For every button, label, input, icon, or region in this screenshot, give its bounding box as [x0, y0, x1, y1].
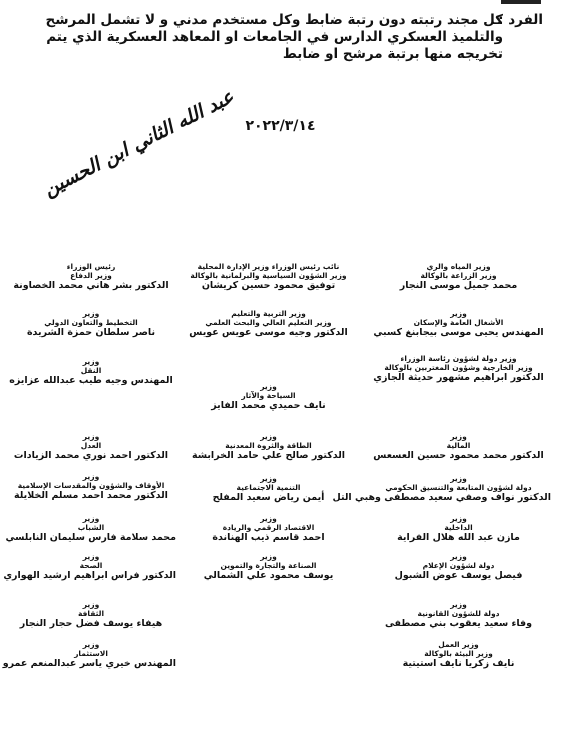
signatory-entry — [6, 262, 176, 292]
signatory-entry — [181, 514, 356, 544]
signatory-title: وزير الاقتصاد الرقمي والريادة — [222, 514, 315, 532]
signatory-entry — [366, 262, 551, 292]
signatory-entry — [181, 382, 356, 412]
signature-text: عبد الله الثاني ابن الحسين — [40, 85, 238, 201]
signatory-entry — [6, 514, 176, 544]
definition-text: كل مجند رتبته دون رتبة ضابط وكل مستخدم مدني و لا تشمل المرشح والتلميذ العسكري الدارس في الجامعات او المعاهد العسكرية الذي يتم تخريجه منها برتبة مرشح او ضابط — [45, 12, 503, 62]
signatory-name: الدكتور فراس ابراهيم ارشيد الهواري — [3, 570, 176, 581]
signatory-title: وزير المالية — [446, 432, 471, 450]
signatory-title: وزير الطاقة والثروة المعدنية — [225, 432, 312, 450]
signatory-entry — [181, 309, 356, 339]
signatory-name: نايف حميدي محمد الفايز — [211, 400, 326, 411]
signatory-entry — [366, 514, 551, 544]
signatory-name: ناصر سلطان حمزة الشريدة — [26, 327, 156, 338]
signatory-name: محمد سلامة فارس سليمان النابلسي — [5, 532, 176, 543]
signatory-entry — [366, 354, 551, 384]
signatory-title: وزير الأوقاف والشؤون والمقدسات الإسلامية — [17, 472, 165, 490]
signatory-title: وزير الثقافة — [77, 600, 105, 618]
signatory-entry — [6, 432, 176, 462]
definition-term: الفرد : — [498, 12, 543, 28]
signatory-name: الدكتور صالح علي حامد الخرابشة — [191, 450, 346, 461]
signatory-title: وزير الصناعة والتجارة والتموين — [220, 552, 317, 570]
signatory-name: محمد جميل موسى النجار — [399, 280, 518, 291]
signatory-title: رئيس الوزراء وزير الدفاع — [66, 262, 116, 280]
signatory-title: وزير دولة لشؤون الإعلام — [422, 552, 495, 570]
signatory-name: الدكتور وجيه موسى عويس عويس — [189, 327, 348, 338]
signatory-title: نائب رئيس الوزراء وزير الإدارة المحلية وزير الشؤون السياسية والبرلمانية بالوكالة — [190, 262, 347, 280]
signatory-name: احمد قاسم ذيب الهناندة — [212, 532, 325, 543]
signatory-title: وزير التخطيط والتعاون الدولي — [44, 309, 138, 327]
signatory-entry — [366, 552, 551, 582]
signatory-name: الدكتور بشر هاني محمد الخصاونة — [13, 280, 169, 291]
signatory-name: وفاء سعيد يعقوب بني مصطفى — [384, 618, 533, 629]
signatory-title: وزير العدل — [80, 432, 102, 450]
signatory-entry — [3, 552, 176, 582]
signatory-name: الدكتور نواف وصفي سعيد مصطفى وهبي التل — [332, 492, 551, 503]
signatory-name: الدكتور ابراهيم مشهور حديثة الجازي — [373, 372, 544, 383]
signatory-name: المهندس يحيى موسى بيجابنغ كسبي — [373, 327, 544, 338]
signatory-entry — [181, 262, 356, 292]
signatory-title: وزير النقل — [80, 357, 102, 375]
signatory-name: الدكتور محمد احمد مسلم الخلايلة — [14, 490, 168, 501]
signatory-title: وزير الصحة — [79, 552, 103, 570]
signatory-entry — [181, 432, 356, 462]
signatory-name: نايف زكريا نايف استيتية — [402, 658, 515, 669]
signatory-entry — [366, 432, 551, 462]
signatory-entry — [366, 640, 551, 670]
signatory-title: وزير دولة للشؤون القانونية — [417, 600, 500, 618]
signatory-title: وزير التربية والتعليم وزير التعليم العالي والبحث العلمي — [205, 309, 332, 327]
signatory-entry — [2, 640, 176, 670]
decree-date: ٢٠٢٢/٣/١٤ — [245, 118, 316, 134]
signatory-title: وزير الداخلية — [444, 514, 473, 532]
signatory-title: وزير الأشغال العامة والإسكان — [413, 309, 504, 327]
signatory-title: وزير دولة لشؤون المتابعة والتنسيق الحكومي — [385, 474, 532, 492]
signatory-entry — [6, 357, 176, 387]
signatory-title: وزير المياه والري وزير الزراعة بالوكالة — [420, 262, 497, 280]
signatory-name: مازن عبد الله هلال الفراية — [397, 532, 520, 543]
signatory-entry — [366, 600, 551, 630]
royal-signature — [35, 85, 245, 245]
signatory-entry — [6, 600, 176, 630]
signatory-name: توفيق محمود حسين كريشان — [201, 280, 336, 291]
signatory-title: وزير الاستثمار — [74, 640, 108, 658]
signatory-title: وزير التنمية الاجتماعية — [236, 474, 301, 492]
signatory-entry — [332, 474, 551, 504]
signatory-name: أيمن رياض سعيد المفلح — [212, 492, 325, 503]
signatory-name: المهندس وجيه طيب عبدالله عزايزه — [9, 375, 173, 386]
signatory-entry — [366, 309, 551, 339]
definition-block — [33, 12, 543, 63]
signatory-entry — [181, 474, 356, 504]
signatory-entry — [181, 552, 356, 582]
signatory-name: يوسف محمود علي الشمالي — [203, 570, 334, 581]
signatory-name: فيصل يوسف عوض الشبول — [394, 570, 523, 581]
signatory-name: الدكتور محمد محمود حسين العسعس — [373, 450, 544, 461]
signatory-title: وزير دولة لشؤون رئاسة الوزراء وزير الخارجية وشؤون المغتربين بالوكالة — [384, 354, 533, 372]
signatory-name: الدكتور احمد نوري محمد الزيادات — [13, 450, 169, 461]
signatory-title: وزير الشباب — [77, 514, 105, 532]
top-mark — [501, 0, 541, 4]
signatory-entry — [6, 309, 176, 339]
signatory-name: المهندس خيري ياسر عبدالمنعم عمرو — [2, 658, 176, 669]
signatory-title: وزير السياحة والآثار — [241, 382, 296, 400]
signatory-entry — [6, 472, 176, 502]
signatory-title: وزير العمل وزير البيئة بالوكالة — [424, 640, 493, 658]
signatory-name: هيفاء يوسف فضل حجار النجار — [19, 618, 163, 629]
